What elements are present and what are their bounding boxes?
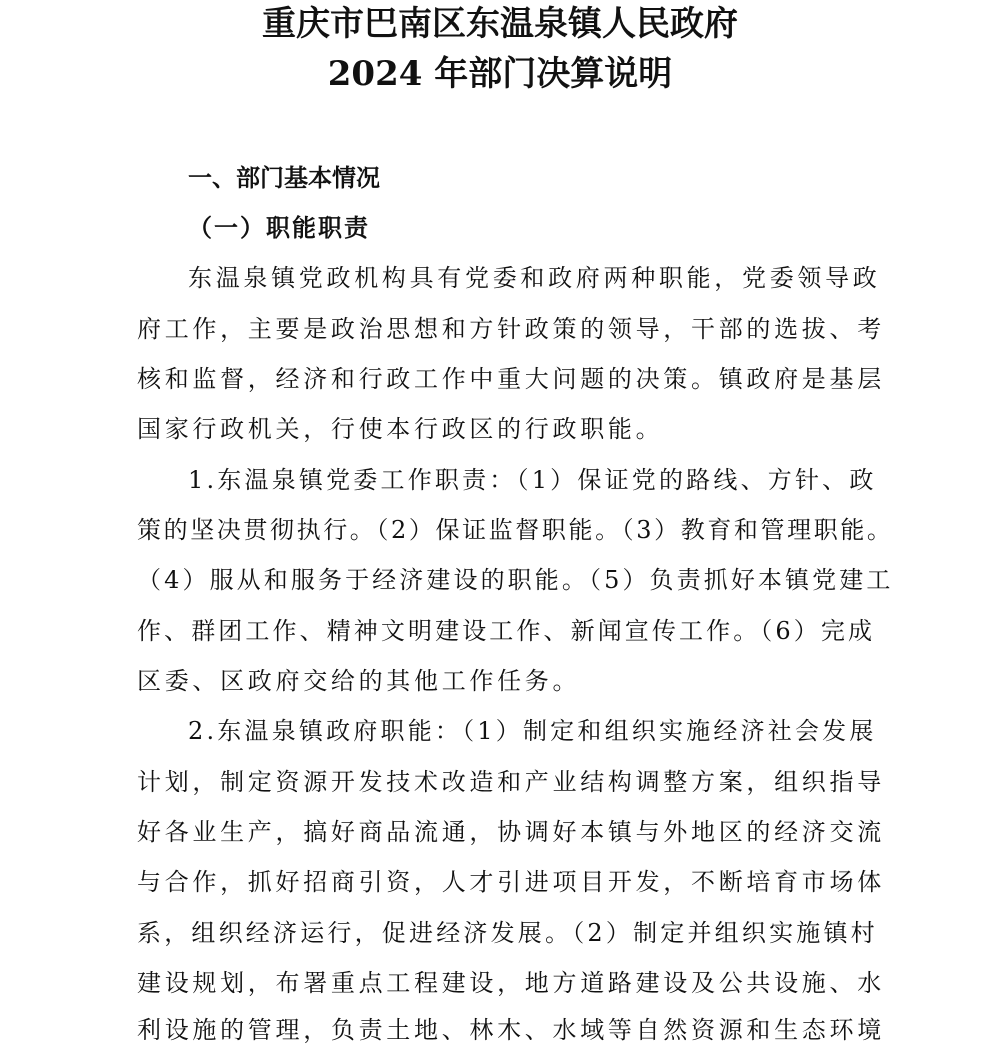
body-text-line: 系，组织经济运行，促进经济发展。（2）制定并组织实施镇村	[137, 919, 878, 947]
body-text-line: （4）服从和服务于经济建设的职能。（5）负责抓好本镇党建工	[137, 566, 894, 594]
body-text-line: 区委、区政府交给的其他工作任务。	[137, 667, 581, 695]
document-title-line-2: 2024 年部门决算说明	[327, 54, 673, 94]
body-text-line: 好各业生产，搞好商品流通，协调好本镇与外地区的经济交流	[137, 818, 885, 846]
body-text-line: 核和监督，经济和行政工作中重大问题的决策。镇政府是基层	[137, 365, 885, 393]
body-text-line: 策的坚决贯彻执行。（2）保证监督职能。（3）教育和管理职能。	[137, 516, 894, 544]
body-text-line: 建设规划，布署重点工程建设，地方道路建设及公共设施、水	[137, 969, 885, 997]
body-text-line: 府工作，主要是政治思想和方针政策的领导，干部的选拔、考	[137, 315, 885, 343]
body-text-line: 国家行政机关，行使本行政区的行政职能。	[137, 415, 664, 443]
section-heading: 一、部门基本情况	[188, 164, 380, 192]
document-title-line-1: 重庆市巴南区东温泉镇人民政府	[262, 4, 738, 44]
body-text-line: 与合作，抓好招商引资，人才引进项目开发，不断培育市场体	[137, 868, 885, 896]
subsection-heading: （一）职能职责	[188, 213, 370, 242]
body-text-line: 1.东温泉镇党委工作职责：（1）保证党的路线、方针、政	[188, 466, 877, 494]
body-text-line: 2.东温泉镇政府职能：（1）制定和组织实施经济社会发展	[188, 717, 877, 745]
body-text-line: 计划，制定资源开发技术改造和产业结构调整方案，组织指导	[137, 768, 885, 796]
body-text-line: 作、群团工作、精神文明建设工作、新闻宣传工作。（6）完成	[137, 617, 876, 645]
body-text-line: 利设施的管理，负责土地、林木、水域等自然资源和生态环境	[137, 1016, 885, 1044]
body-text-line: 东温泉镇党政机构具有党委和政府两种职能，党委领导政	[188, 264, 881, 292]
